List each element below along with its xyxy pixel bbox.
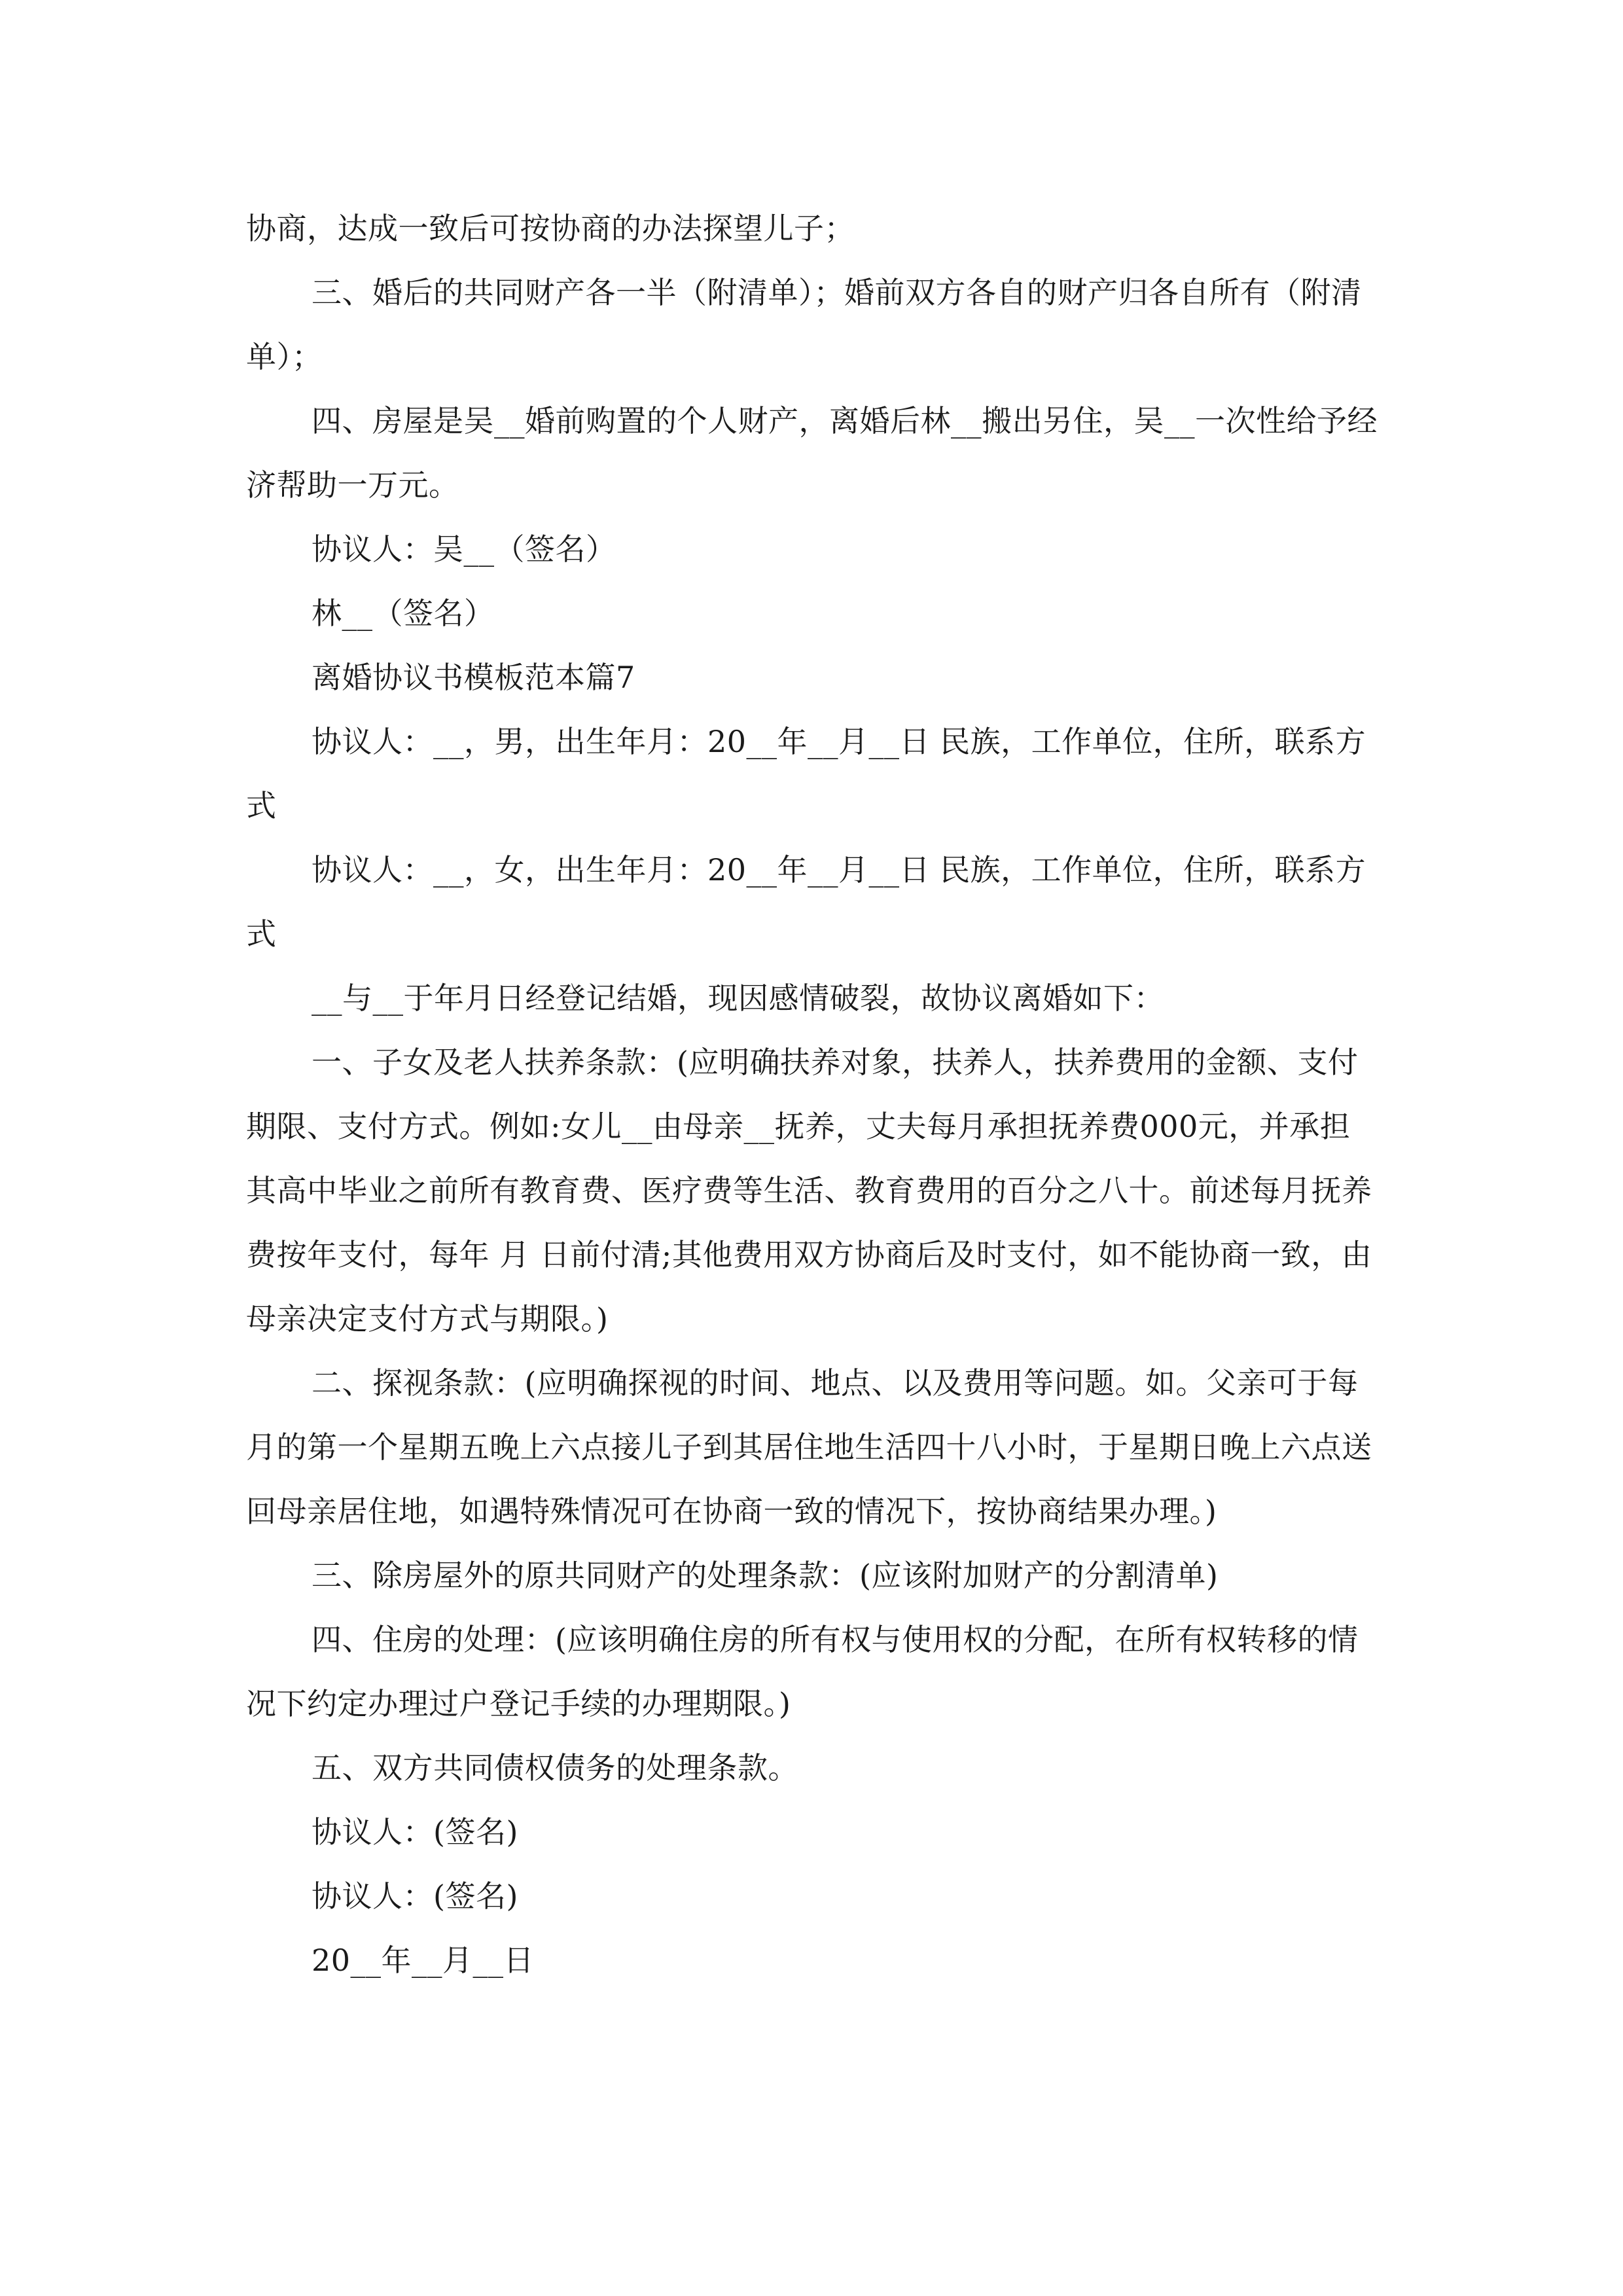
signature-line-1: 协议人：(签名): [312, 1814, 518, 1850]
paragraph-clause-1-support: 一、子女及老人扶养条款：(应明确扶养对象，扶养人，扶养费用的金额、支付期限、支付方式。例如:女儿__由母亲__抚养，丈夫每月承担抚养费000元，并承担其高中毕业之前所有教育费、医疗费等生活、教育费用的百分之八十。前述每月抚养费按年支付，每年 月 日前付清;其他费用双方协商后及时支付，如不能协商一致，由母亲决定支付方式与期限。): [246, 1045, 1372, 1336]
paragraph-intro: __与__于年月日经登记结婚，现因感情破裂，故协议离婚如下：: [312, 980, 1164, 1016]
signature-line-lin: 林__（签名）: [312, 596, 495, 631]
paragraph-clause-3-property: 三、婚后的共同财产各一半（附清单）；婚前双方各自的财产归各自所有（附清单）；: [246, 275, 1362, 374]
paragraph-clause-4-house: 四、房屋是吴__婚前购置的个人财产，离婚后林__搬出另住，吴__一次性给予经济帮助一万元。: [246, 403, 1378, 503]
section-title: 离婚协议书模板范本篇7: [312, 660, 635, 695]
date-line: 20__年__月__日: [312, 1943, 535, 1978]
paragraph-clause-5-debts: 五、双方共同债权债务的处理条款。: [312, 1750, 798, 1785]
document-body: [246, 196, 1378, 1992]
signature-line-wu: 协议人：吴__（签名）: [312, 531, 616, 567]
party-info-female: 协议人：__，女，出生年月：20__年__月__日 民族，工作单位，住所，联系方式: [246, 852, 1366, 952]
party-info-male: 协议人：__，男，出生年月：20__年__月__日 民族，工作单位，住所，联系方式: [246, 724, 1366, 823]
paragraph-clause-2-visitation: 二、探视条款：(应明确探视的时间、地点、以及费用等问题。如。父亲可于每月的第一个星期五晚上六点接儿子到其居住地生活四十八小时，于星期日晚上六点送回母亲居住地，如遇特殊情况可在协商一致的情况下，按协商结果办理。): [246, 1365, 1372, 1529]
signature-line-2: 协议人：(签名): [312, 1878, 518, 1914]
paragraph-clause-3-common-property: 三、除房屋外的原共同财产的处理条款：(应该附加财产的分割清单): [312, 1558, 1219, 1593]
paragraph-clause-4-housing: 四、住房的处理：(应该明确住房的所有权与使用权的分配，在所有权转移的情况下约定办理过户登记手续的办理期限。): [246, 1622, 1359, 1721]
paragraph-continuation: 协商，达成一致后可按协商的办法探望儿子；: [246, 211, 855, 246]
